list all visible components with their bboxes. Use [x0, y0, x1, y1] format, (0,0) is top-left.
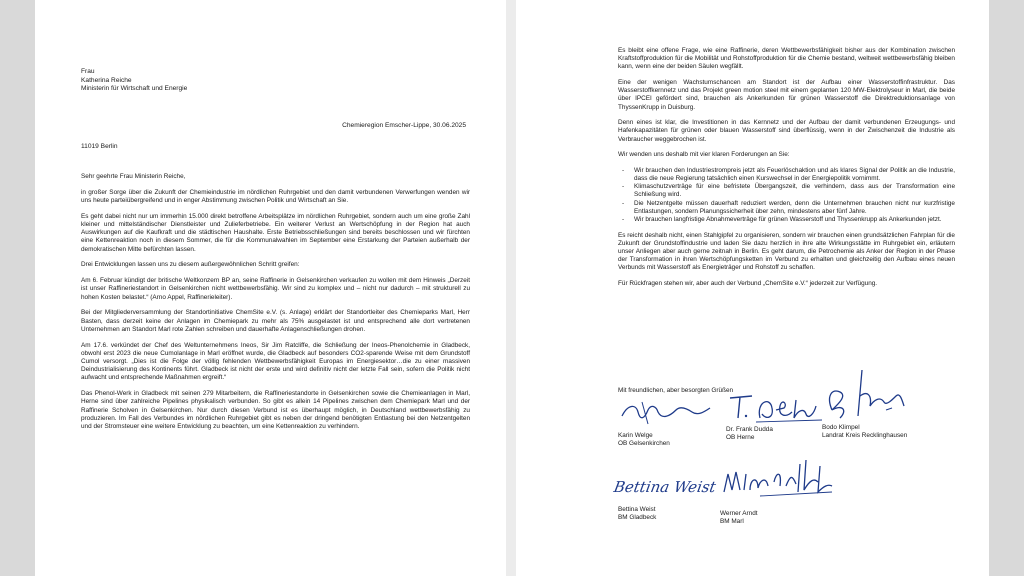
demand-text: Wir brauchen langfristige Abnahmeverträge für grünen Wasserstoff und Thyssenkrupp als Ankerkunden jetzt.: [634, 216, 942, 224]
signature-block-welge: [618, 398, 713, 448]
signatory-title: Landrat Kreis Recklinghausen: [822, 432, 908, 440]
demand-item: - Klimaschutzverträge für eine befristete Übergangszeit, die verhindern, dass aus der Transformation eine Schließung wird.: [622, 183, 955, 199]
handwritten-signature-weist: Bettina Weist: [612, 478, 718, 496]
address-line: Katherina Reiche: [81, 76, 132, 84]
signature-block-arndt: [720, 456, 836, 526]
demand-text: Klimaschutzverträge für eine befristete Übergangszeit, die verhindern, dass aus der Transformation eine Schließung wird.: [634, 183, 955, 199]
paragraph: Für Rückfragen stehen wir, aber auch der Verbund „ChemSite e.V.“ jederzeit zur Verfügung.: [618, 280, 878, 288]
paragraph: Es reicht deshalb nicht, einen Stahlgipfel zu organisieren, sondern wir brauchen einen grundsätzlichen Fahrplan für die Zukunft der Grundstoffindustrie und laden Sie dazu herzlich in ihre alte Wirkungsstätte im Ruhrgebiet ein, erläutern unser Anliegen aber auch gerne zeitnah in Berlin. Es geht darum, die Petrochemie als Anker der Region in der Phase der Transformation in ihren Wertschöpfungsketten im Verbund zu erhalten und gleichzeitig den Aufbau eines neuen Verbunds mit Wasserstoff als Energieträger und Rohstoff zu schaffen.: [618, 231, 955, 272]
page-gap: [506, 0, 516, 576]
demand-item: - Die Netzentgelte müssen dauerhaft reduziert werden, denn die Unternehmen brauchen nicht nur kurzfristige Entlastungen, sondern Planungssicherheit über zehn, mindestens aber fünf Jahre.: [622, 199, 955, 215]
closing-line: Mit freundlichen, aber besorgten Grüßen: [618, 387, 734, 394]
letter-body-page-1: [81, 173, 470, 439]
demand-text: Wir brauchen den Industriestrompreis jetzt als Feuerlöschaktion und als klares Signal der Politik an die Industrie, dass die neue Regierung tatsächlich einen Kurswechsel in der Energiepolitik vornimmt.: [634, 166, 955, 182]
recipient-city: 11019 Berlin: [81, 143, 118, 150]
handwritten-signature-arndt: [720, 456, 836, 502]
paragraph: Wir wenden uns deshalb mit vier klaren Forderungen an Sie:: [618, 151, 790, 159]
signatory-name: Werner Arndt: [720, 510, 758, 517]
signature-block-klimpel: [822, 366, 932, 440]
paragraph: Es bleibt eine offene Frage, wie eine Raffinerie, deren Wettbewerbsfähigkeit bisher aus der Kombination zwischen Kraftstoffproduktion für die Mobilität und Rohstoffproduktion für die Chemie bestand, weltweit wettbewerbsfähig bleiben kann, wenn eine der beiden Säulen wegfällt.: [618, 47, 955, 71]
letter-body-page-2: [618, 47, 955, 296]
signatory-title: OB Herne: [726, 434, 755, 442]
paragraph: Am 6. Februar kündigt der britische Weltkonzern BP an, seine Raffinerie in Gelsenkirchen verkaufen zu wollen mit dem Hinweis „Derzeit ist unser Raffineriestandort in Gelsenkirchen nicht wettbewerbsfähig. Wir sind zu komplex und – nicht nur dadurch – mit strukturell zu hohen Kosten belastet.“ (Arno Appel, Raffinerieleiter).: [81, 277, 470, 301]
signatory-title: OB Gelsenkirchen: [618, 440, 670, 448]
signatory-name: Karin Welge: [618, 432, 653, 439]
paragraph: Bei der Mitgliederversammlung der Standortinitiative ChemSite e.V. (s. Anlage) erklärt der Standortleiter des Chemieparks Marl, Herr Basten, dass derzeit keine der Anlagen im Chemiepark zu mehr als 75% ausgelastet ist und entsprechend alle dort vertretenen Unternehmen am Standort Marl rote Zahlen schreiben und dauerhafte Anlagenschließungen drohen.: [81, 309, 470, 333]
demand-text: Die Netzentgelte müssen dauerhaft reduziert werden, denn die Unternehmen brauchen nicht nur kurzfristige Entlastungen, sondern Planungssicherheit über zehn, mindestens aber fünf Jahre.: [634, 199, 955, 215]
demand-item: - Wir brauchen den Industriestrompreis jetzt als Feuerlöschaktion und als klares Signal der Politik an die Industrie, dass die neue Regierung tatsächlich einen Kurswechsel in der Energiepolitik vornimmt.: [622, 166, 955, 182]
signatory-name: Bettina Weist: [618, 506, 656, 513]
address-line: Frau: [81, 68, 95, 75]
signature-block-dudda: [726, 392, 826, 442]
signatory-name: Dr. Frank Dudda: [726, 426, 773, 433]
paragraph: Drei Entwicklungen lassen uns zu diesem außergewöhnlichen Schritt greifen:: [81, 261, 300, 269]
demand-item: - Wir brauchen langfristige Abnahmeverträge für grünen Wasserstoff und Thyssenkrupp als Ankerkunden jetzt.: [622, 216, 942, 224]
signatory-title: BM Gladbeck: [618, 514, 657, 522]
dateline: Chemieregion Emscher-Lippe, 30.06.2025: [342, 122, 466, 129]
salutation: Sehr geehrte Frau Ministerin Reiche,: [81, 173, 186, 180]
signatory-title: BM Marl: [720, 518, 744, 526]
letter-page-1: [35, 0, 506, 576]
paragraph: Eine der wenigen Wachstumschancen am Standort ist der Aufbau einer Wasserstoffinfrastruktur. Das Wasserstoffkernnetz und das Projekt green motion steel mit einem geplanten 120 MW-Elektrolyseur in Marl, die beide über IPCEI gefördert sind, brauchen als Ankerkunden für grünen Wasserstoff die Direktreduktionsanlage von ThyssenKrupp in Duisburg.: [618, 79, 955, 111]
handwritten-signature-dudda: [726, 392, 826, 426]
handwritten-signature-klimpel: [822, 366, 932, 426]
signature-block-weist: [610, 478, 716, 522]
signatory-name: Bodo Klimpel: [822, 424, 860, 431]
recipient-address: [81, 68, 187, 94]
address-line: Ministerin für Wirtschaft und Energie: [81, 85, 188, 93]
paragraph: Es geht dabei nicht nur um immerhin 15.000 direkt betroffene Arbeitsplätze im nördlichen Ruhrgebiet, sondern auch um eine große Zahl kleiner und mittelständischer Dienstleister und Zulieferbetriebe. Ein weiterer Verlust an Wertschöpfung in der Region hat auch Auswirkungen auf die Kaufkraft und die städtischen Haushalte. Erste Betriebsschließungen sind bereits beschlossen und wir fürchten eine Kettenreaktion noch in diesem Sommer, die für die Kommunalwahlen im September eine Erstarkung der Parteien außerhalb der demokratischen Mitte befürchten lassen.: [81, 212, 470, 253]
paragraph: in großer Sorge über die Zukunft der Chemieindustrie im nördlichen Ruhrgebiet und den damit verbundenen Verwerfungen wenden wir uns heute parteiübergreifend und in enger Abstimmung zwischen Politik und Wirtschaft an Sie.: [81, 188, 470, 204]
paragraph: Denn eines ist klar, die Investitionen in das Kernnetz und der Aufbau der damit verbundenen Erzeugungs- und Hafenkapazitäten für grünen oder blauen Wasserstoff sind überflüssig, wenn in der Zwischenzeit die Industrie als Verbraucher weggebrochen ist.: [618, 119, 955, 143]
paragraph: Das Phenol-Werk in Gladbeck mit seinen 279 Mitarbeitern, die Raffineriestandorte in Gelsenkirchen sowie die Chemieanlagen in Marl, Herne sind über zahlreiche Pipelines physikalisch verbunden. So gibt es allein 14 Pipelines zwischen dem Chemiepark Marl und der Raffinerie Scholven in Gelsenkirchen. Nur durch diesen Verbund ist es überhaupt möglich, in Deutschland wettbewerbsfähig zu produzieren. Im Fall des Verbundes im nördlichen Ruhrgebiet gibt es neben der dringend benötigten Entlastung bei den Netzentgelten und der Stromsteuer eine weitere Entwicklung zu beachten, um eine Kettenreaktion zu verhindern.: [81, 390, 470, 431]
demands-list: [618, 167, 955, 224]
paragraph: Am 17.6. verkündet der Chef des Weltunternehmens Ineos, Sir Jim Ratcliffe, die Schließung der Ineos-Phenolchemie in Gladbeck, obwohl erst 2023 die neue Cumolanlage in Marl eröffnet wurde, die Gladbeck auf besonders CO2-sparende Weise mit dem Grundstoff Cumol versorgt. „Dies ist die Folge der völlig fehlenden Wettbewerbsfähigkeit Europas im Energiesektor…die zu einer massiven Deindustrialisierung des Kontinents führt. Gladbeck ist nicht der erste und wird definitiv nicht der letzte Fall sein, sofern die Politik nicht aufwacht und entsprechende Maßnahmen ergreift.“: [81, 341, 470, 382]
handwritten-signature-welge: [618, 398, 713, 426]
